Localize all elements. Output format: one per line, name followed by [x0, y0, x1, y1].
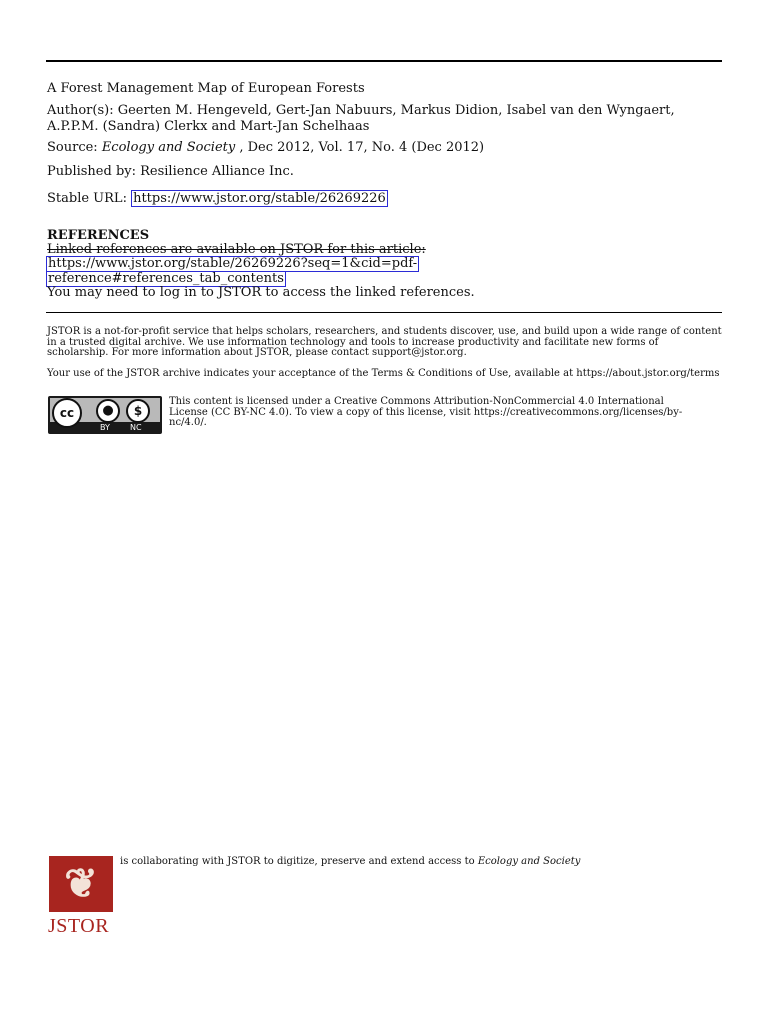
references-login-note: You may need to log in to JSTOR to access the linked references. — [47, 285, 475, 300]
jstor-wordmark: JSTOR — [48, 915, 110, 937]
jstor-notice-paragraph: JSTOR is a not-for-profit service that helps scholars, researchers, and students discover, use, and build upon a wide range of content in a trusted digital archive. We use information technology and tools to increase productivity and facilitate new forms of scholarship. For more information about JSTOR, please contact support@jstor.org. — [47, 326, 722, 358]
license-text: This content is licensed under a Creative Commons Attribution-NonCommercial 4.0 International License (CC BY-NC 4.0). To view a copy of this license, visit https://creativecommons.org/licenses/by-nc/4.0/. — [169, 396, 683, 428]
attribution-icon: ● — [96, 399, 120, 423]
stable-url-line — [47, 191, 388, 207]
references-heading: REFERENCES — [47, 228, 150, 243]
top-rule — [46, 60, 722, 62]
references-url-line-1[interactable]: https://www.jstor.org/stable/26269226?seq=1&cid=pdf- — [48, 256, 418, 271]
source-prefix: Source: — [47, 140, 102, 155]
terms-paragraph: Your use of the JSTOR archive indicates your acceptance of the Terms & Conditions of Use, available at https://about.jstor.org/terms — [47, 368, 720, 379]
collaboration-line — [120, 856, 580, 868]
jstor-logo-icon — [49, 856, 113, 912]
by-label: BY — [100, 423, 110, 432]
collab-journal: Ecology and Society — [477, 856, 581, 867]
source-details: , Dec 2012, Vol. 17, No. 4 (Dec 2012) — [235, 140, 485, 155]
references-linked-text: Linked references are available on JSTOR for this article: — [47, 242, 426, 257]
noncommercial-icon: $ — [126, 399, 150, 423]
references-link[interactable] — [46, 256, 419, 287]
source-journal: Ecology and Society — [101, 140, 236, 155]
authors: Author(s): Geerten M. Hengeveld, Gert-Jan Nabuurs, Markus Didion, Isabel van den Wyngaert, A.P.P.M. (Sandra) Clerkx and Mart-Jan Schelhaas — [47, 103, 675, 134]
jstor-emblem-icon: ❦ — [64, 860, 98, 907]
references-url-line-2[interactable]: reference#references_tab_contents — [48, 271, 284, 286]
cc-by-nc-badge[interactable] — [48, 396, 162, 434]
source-line — [47, 140, 484, 156]
publisher-line: Published by: Resilience Alliance Inc. — [47, 164, 294, 179]
collab-text: is collaborating with JSTOR to digitize, preserve and extend access to — [120, 856, 478, 867]
article-title: A Forest Management Map of European Forests — [47, 81, 365, 96]
stable-url-link[interactable]: https://www.jstor.org/stable/26269226 — [133, 191, 386, 206]
nc-label: NC — [130, 423, 142, 432]
divider-rule — [46, 312, 722, 313]
cc-icon: cc — [52, 398, 82, 428]
stable-url-label: Stable URL: — [47, 191, 132, 206]
